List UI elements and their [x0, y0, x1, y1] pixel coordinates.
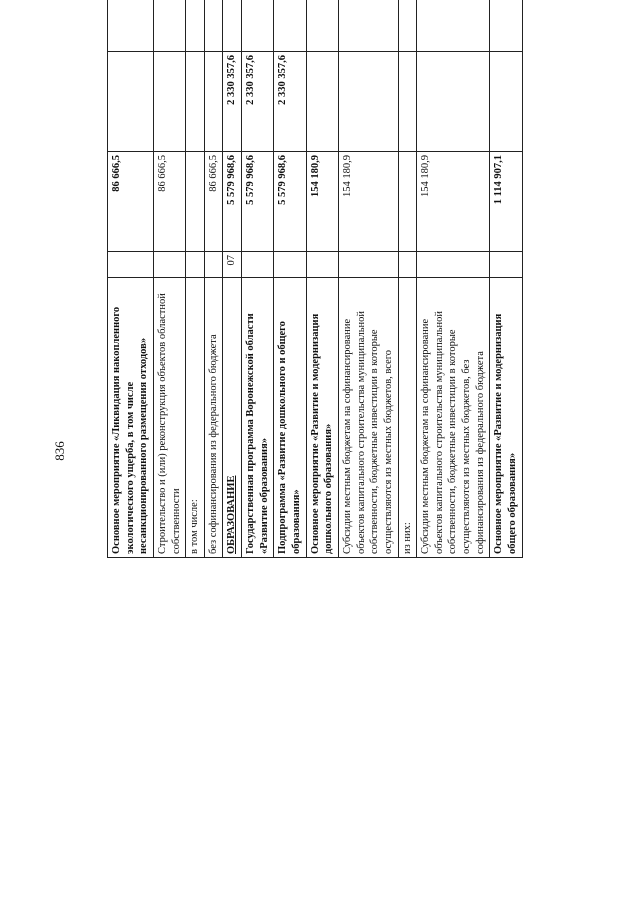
row-code	[108, 252, 154, 278]
row-code	[242, 252, 274, 278]
row-federal	[338, 52, 398, 152]
table-row	[490, 0, 522, 558]
row-code	[398, 252, 417, 278]
row-empty	[417, 0, 490, 52]
row-name: Подпрограмма «Развитие дошкольного и общего образования»	[274, 278, 306, 558]
table-row	[417, 0, 490, 558]
row-code	[338, 252, 398, 278]
row-empty	[306, 0, 338, 52]
row-code	[417, 252, 490, 278]
row-name: Субсидии местным бюджетам на софинансирование объектов капитального строительства муниципальной собственности, бюджетные инвестиции в которые осуществляются из местных бюджетов, без софинансирования из федерального бюджета	[417, 278, 490, 558]
row-total: 5 579 968,6	[242, 152, 274, 252]
table-row	[204, 0, 223, 558]
row-federal: 2 330 357,6	[242, 52, 274, 152]
row-total: 154 180,9	[338, 152, 398, 252]
row-name: ОБРАЗОВАНИЕ	[223, 278, 242, 558]
row-empty	[153, 0, 185, 52]
row-empty	[274, 0, 306, 52]
row-total	[186, 152, 205, 252]
row-name: Основное мероприятие «Развитие и модернизация дошкольного образования»	[306, 278, 338, 558]
row-code	[306, 252, 338, 278]
row-code	[153, 252, 185, 278]
row-code	[186, 252, 205, 278]
row-federal	[153, 52, 185, 152]
table-row	[186, 0, 205, 558]
row-total: 5 579 968,6	[223, 152, 242, 252]
row-empty	[186, 0, 205, 52]
row-federal	[108, 52, 154, 152]
row-federal: 2 330 357,6	[223, 52, 242, 152]
table-row	[398, 0, 417, 558]
row-federal	[306, 52, 338, 152]
row-empty	[204, 0, 223, 52]
rotated-table-area	[107, 55, 607, 851]
row-federal: 2 330 357,6	[274, 52, 306, 152]
row-empty	[108, 0, 154, 52]
table-row	[108, 0, 154, 558]
table-row	[223, 0, 242, 558]
page-number: 836	[52, 441, 67, 461]
budget-table	[107, 0, 523, 558]
row-total: 154 180,9	[417, 152, 490, 252]
row-federal	[204, 52, 223, 152]
row-name: Основное мероприятие «Ликвидация накопленного экологического ущерба, в том числе несанкционированного размещения отходов»	[108, 278, 154, 558]
row-total: 86 666,5	[108, 152, 154, 252]
row-code	[274, 252, 306, 278]
table-row	[153, 0, 185, 558]
row-empty	[223, 0, 242, 52]
row-name: Субсидии местным бюджетам на софинансирование объектов капитального строительства муниципальной собственности, бюджетные инвестиции в которые осуществляются из местных бюджетов, всего	[338, 278, 398, 558]
row-code	[490, 252, 522, 278]
table-row	[338, 0, 398, 558]
row-federal	[490, 52, 522, 152]
row-name: без софинансирования из федерального бюджета	[204, 278, 223, 558]
row-name: Государственная программа Воронежской области «Развитие образования»	[242, 278, 274, 558]
row-federal	[186, 52, 205, 152]
row-total: 86 666,5	[204, 152, 223, 252]
row-code: 07	[223, 252, 242, 278]
row-total: 5 579 968,6	[274, 152, 306, 252]
row-federal	[398, 52, 417, 152]
row-code	[204, 252, 223, 278]
row-total: 86 666,5	[153, 152, 185, 252]
row-empty	[490, 0, 522, 52]
row-name: Строительство и (или) реконструкция объектов областной собственности	[153, 278, 185, 558]
row-empty	[398, 0, 417, 52]
table-row	[274, 0, 306, 558]
table-row	[242, 0, 274, 558]
row-name: Основное мероприятие «Развитие и модернизация общего образования»	[490, 278, 522, 558]
row-total: 1 114 907,1	[490, 152, 522, 252]
row-name: в том числе:	[186, 278, 205, 558]
row-empty	[338, 0, 398, 52]
row-empty	[242, 0, 274, 52]
row-total	[398, 152, 417, 252]
row-total: 154 180,9	[306, 152, 338, 252]
row-name: из них:	[398, 278, 417, 558]
table-row	[306, 0, 338, 558]
row-federal	[417, 52, 490, 152]
